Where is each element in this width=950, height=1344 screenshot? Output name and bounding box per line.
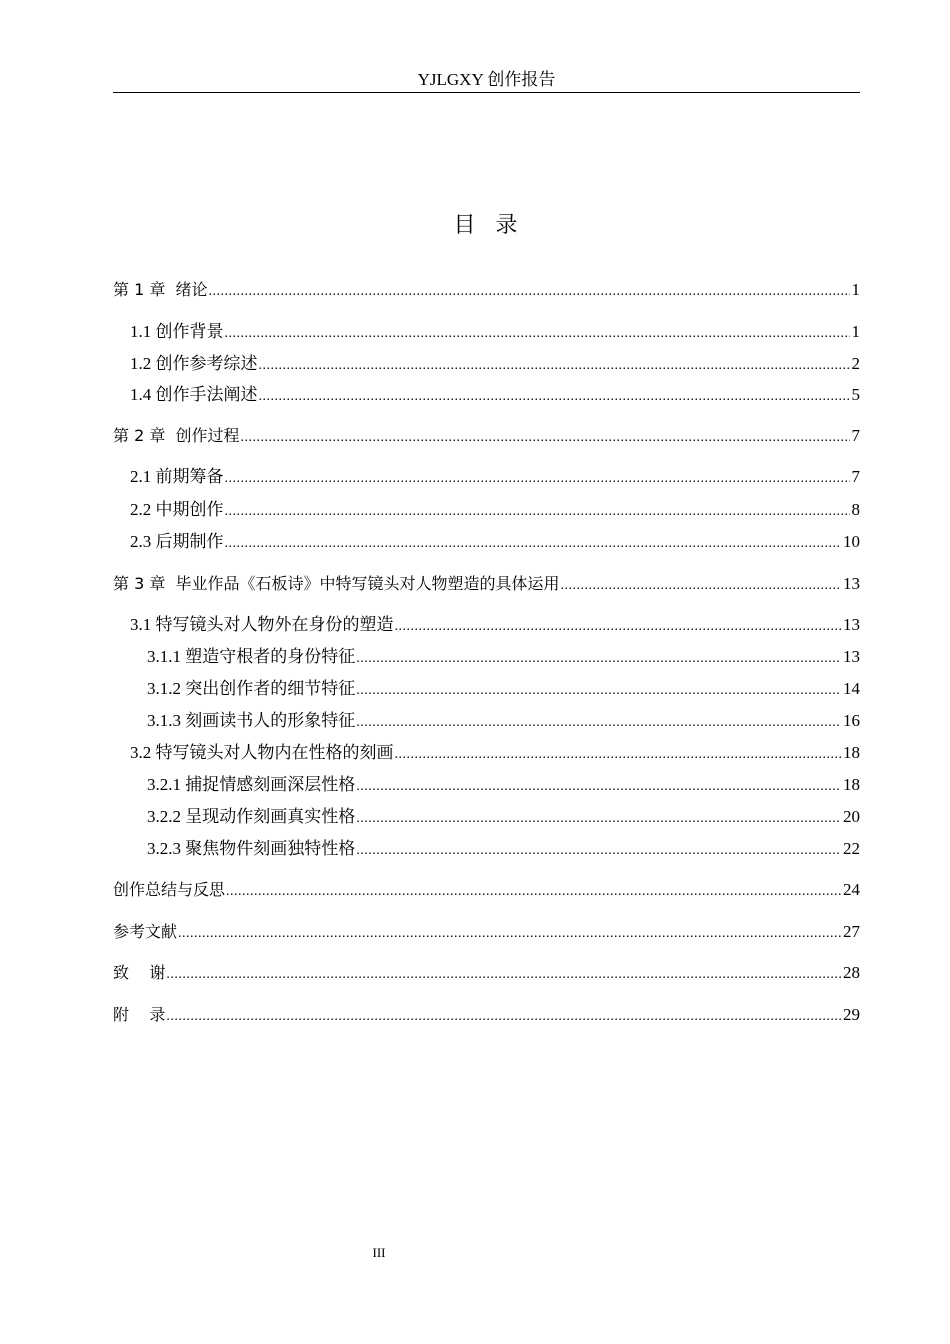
toc-entry-label: 3.1.3 刻画读书人的形象特征 <box>147 711 356 730</box>
toc-entry-label: 附 录 <box>113 1005 166 1024</box>
toc-entry-label: 3.2.3 聚焦物件刻画独特性格 <box>147 839 356 858</box>
toc-leader-dots <box>356 839 841 863</box>
toc-entry-label: 创作总结与反思 <box>113 880 226 899</box>
toc-entry-3-1-2[interactable] <box>147 677 860 703</box>
toc-entry-page: 27 <box>843 922 860 941</box>
toc-entry-label: 1.2 创作参考综述 <box>130 354 258 373</box>
toc-entry-chapter-1[interactable] <box>113 278 860 304</box>
toc-leader-dots <box>259 354 850 378</box>
toc-entry-page: 5 <box>851 385 860 404</box>
toc-entry-page: 8 <box>851 500 860 519</box>
toc-entry-1-2[interactable] <box>130 352 860 378</box>
toc-entry-page: 16 <box>843 711 860 730</box>
toc-entry-page: 14 <box>843 679 860 698</box>
toc-leader-dots <box>259 385 850 409</box>
toc-entry-page: 13 <box>843 615 860 634</box>
toc-entry-label: 3.1.2 突出创作者的细节特征 <box>147 679 356 698</box>
page-header: YJLGXY 创作报告 <box>417 70 556 89</box>
header-rule <box>113 92 860 93</box>
toc-entry-appendix[interactable] <box>113 1003 860 1029</box>
toc-entry-label: 致 谢 <box>113 963 166 982</box>
toc-entry-references[interactable] <box>113 920 860 946</box>
toc-entry-2-3[interactable] <box>130 530 860 556</box>
toc-entry-label: 第 3 章 毕业作品《石板诗》中特写镜头对人物塑造的具体运用 <box>113 574 560 593</box>
toc-leader-dots <box>225 500 850 524</box>
toc-entry-page: 22 <box>843 839 860 858</box>
toc-entry-2-2[interactable] <box>130 498 860 524</box>
toc-entry-3-1-1[interactable] <box>147 645 860 671</box>
toc-leader-dots <box>225 532 842 556</box>
toc-entry-label: 1.1 创作背景 <box>130 322 224 341</box>
toc-leader-dots <box>395 743 842 767</box>
toc-leader-dots <box>356 679 841 703</box>
toc-entry-1-1[interactable] <box>130 320 860 346</box>
toc-leader-dots <box>356 711 841 735</box>
toc-leader-dots <box>241 426 850 450</box>
toc-entry-chapter-2[interactable] <box>113 424 860 450</box>
toc-title: 目 录 <box>453 213 520 238</box>
toc-entry-label: 第 2 章 创作过程 <box>113 426 240 445</box>
toc-entry-acknowledgements[interactable] <box>113 961 860 987</box>
toc-entry-page: 13 <box>843 647 860 666</box>
toc-leader-dots <box>395 615 842 639</box>
toc-entry-page: 29 <box>843 1005 860 1024</box>
toc-entry-label: 2.1 前期筹备 <box>130 467 224 486</box>
toc-leader-dots <box>226 880 841 904</box>
toc-entry-2-1[interactable] <box>130 465 860 491</box>
toc-entry-page: 13 <box>843 574 860 593</box>
toc-leader-dots <box>178 922 841 946</box>
toc-entry-page: 18 <box>843 743 860 762</box>
toc-entry-page: 7 <box>851 467 860 486</box>
toc-entry-label: 3.2 特写镜头对人物内在性格的刻画 <box>130 743 394 762</box>
toc-entry-label: 2.3 后期制作 <box>130 532 224 551</box>
toc-entry-page: 20 <box>843 807 860 826</box>
page-number: III <box>372 1245 386 1260</box>
toc-entry-3-2-1[interactable] <box>147 773 860 799</box>
toc-entry-page: 10 <box>843 532 860 551</box>
toc-leader-dots <box>166 963 841 987</box>
toc-entry-3-2-2[interactable] <box>147 805 860 831</box>
toc-entry-page: 24 <box>843 880 860 899</box>
toc-entry-3-1[interactable] <box>130 613 860 639</box>
toc-entry-page: 7 <box>851 426 860 445</box>
toc-leader-dots <box>209 280 850 304</box>
toc-entry-3-2[interactable] <box>130 741 860 767</box>
toc-entry-label: 3.2.2 呈现动作刻画真实性格 <box>147 807 356 826</box>
toc-entry-label: 1.4 创作手法阐述 <box>130 385 258 404</box>
toc-entry-1-4[interactable] <box>130 383 860 409</box>
toc-leader-dots <box>356 807 841 831</box>
toc-entry-page: 28 <box>843 963 860 982</box>
toc-entry-3-2-3[interactable] <box>147 837 860 863</box>
toc-entry-label: 第 1 章 绪论 <box>113 280 208 299</box>
toc-entry-chapter-3[interactable] <box>113 572 860 598</box>
toc-entry-label: 3.1.1 塑造守根者的身份特征 <box>147 647 356 666</box>
toc-entry-label: 3.1 特写镜头对人物外在身份的塑造 <box>130 615 394 634</box>
toc-leader-dots <box>225 467 850 491</box>
toc-entry-label: 3.2.1 捕捉情感刻画深层性格 <box>147 775 356 794</box>
toc-leader-dots <box>561 574 841 598</box>
toc-leader-dots <box>356 775 841 799</box>
toc-entry-page: 1 <box>851 322 860 341</box>
toc-leader-dots <box>166 1005 841 1029</box>
toc-leader-dots <box>356 647 841 671</box>
toc-entry-label: 参考文献 <box>113 922 178 941</box>
toc-entry-summary[interactable] <box>113 878 860 904</box>
toc-entry-page: 1 <box>851 280 860 299</box>
toc-entry-label: 2.2 中期创作 <box>130 500 224 519</box>
toc-entry-page: 18 <box>843 775 860 794</box>
toc-entry-3-1-3[interactable] <box>147 709 860 735</box>
toc-leader-dots <box>225 322 850 346</box>
toc-entry-page: 2 <box>851 354 860 373</box>
